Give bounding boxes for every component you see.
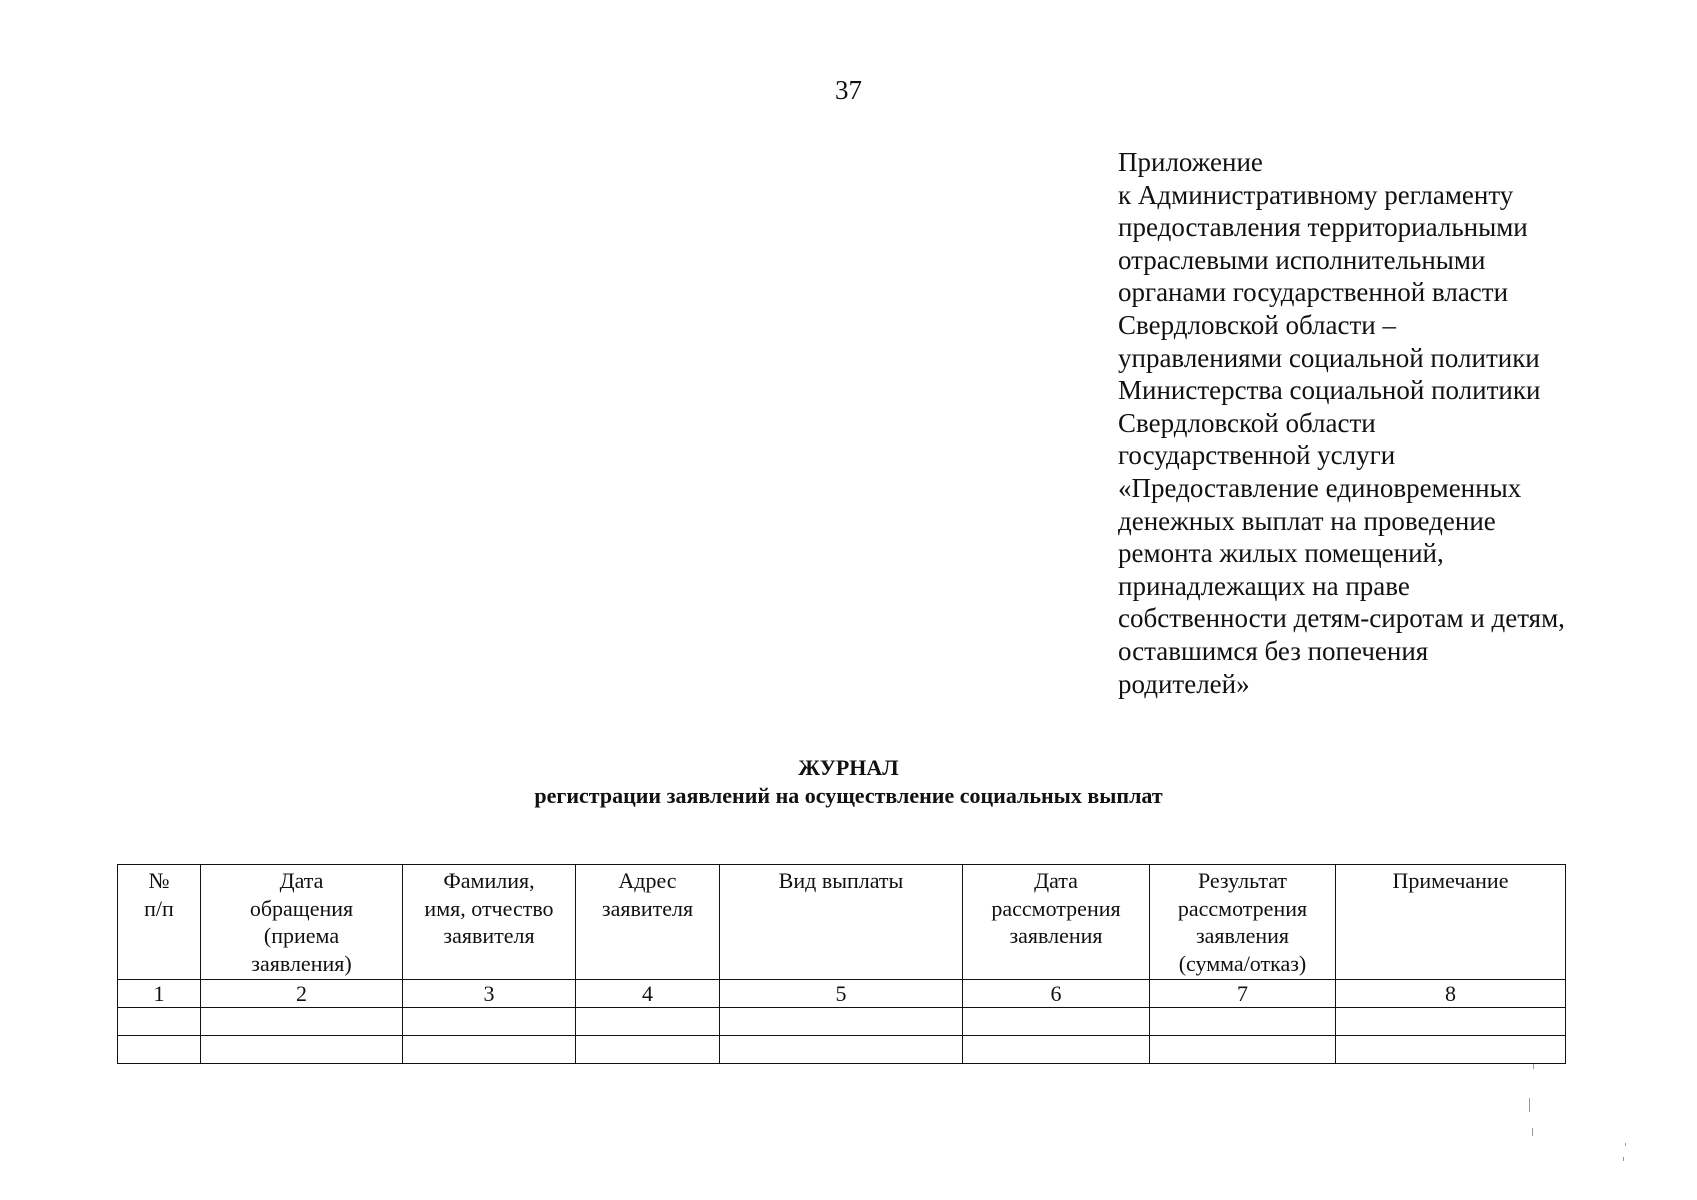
column-number: 6 xyxy=(963,980,1150,1008)
header-line: Дата xyxy=(279,868,324,893)
appendix-line: оставшимся без попечения xyxy=(1118,635,1429,666)
header-line: заявления xyxy=(1009,923,1103,948)
column-header-applicant-address xyxy=(576,865,720,980)
scan-artifact xyxy=(1529,1098,1530,1112)
empty-cell xyxy=(201,1036,403,1064)
page-number: 37 xyxy=(835,75,862,105)
appendix-line: ремонта жилых помещений, xyxy=(1118,538,1444,569)
registration-journal-table xyxy=(117,864,1566,1064)
appendix-line: денежных выплат на проведение xyxy=(1118,505,1496,536)
header-line: Результат xyxy=(1197,868,1288,893)
column-number: 8 xyxy=(1336,980,1566,1008)
appendix-line: органами государственной власти xyxy=(1118,277,1509,308)
appendix-note xyxy=(1118,146,1688,700)
empty-cell xyxy=(963,1036,1150,1064)
column-header-applicant-name xyxy=(403,865,576,980)
empty-cell xyxy=(576,1008,720,1036)
appendix-line: родителей» xyxy=(1118,668,1250,699)
appendix-line: Свердловской области – xyxy=(1118,309,1396,340)
column-header-review-date xyxy=(963,865,1150,980)
column-header-application-date xyxy=(201,865,403,980)
column-number: 2 xyxy=(201,980,403,1008)
appendix-line: «Предоставление единовременных xyxy=(1118,472,1522,503)
journal-title: ЖУРНАЛ xyxy=(798,755,899,780)
table-row xyxy=(118,1036,1566,1064)
header-line: № xyxy=(148,868,170,893)
scan-artifact xyxy=(1625,1143,1626,1146)
empty-cell xyxy=(118,1036,201,1064)
header-line: (приема xyxy=(263,923,340,948)
column-number: 1 xyxy=(118,980,201,1008)
header-line: (сумма/отказ) xyxy=(1178,950,1307,976)
empty-cell xyxy=(576,1036,720,1064)
header-line: Примечание xyxy=(1392,868,1509,893)
empty-cell xyxy=(720,1036,963,1064)
header-line: обращения xyxy=(249,895,354,921)
header-line: Фамилия, xyxy=(443,868,535,893)
appendix-line: собственности детям-сиротам и детям, xyxy=(1118,603,1565,634)
empty-cell xyxy=(1150,1036,1336,1064)
column-header-number xyxy=(118,865,201,980)
header-line: рассмотрения xyxy=(1177,895,1308,921)
empty-cell xyxy=(201,1008,403,1036)
appendix-line: к Административному регламенту xyxy=(1118,179,1514,210)
empty-cell xyxy=(1150,1008,1336,1036)
appendix-line: Министерства социальной политики xyxy=(1118,375,1541,406)
column-number: 4 xyxy=(576,980,720,1008)
empty-cell xyxy=(118,1008,201,1036)
column-header-note xyxy=(1336,865,1566,980)
empty-cell xyxy=(403,1008,576,1036)
header-line: Адрес xyxy=(618,868,677,893)
header-line: заявления) xyxy=(251,950,352,976)
column-number: 7 xyxy=(1150,980,1336,1008)
appendix-line: Свердловской области xyxy=(1118,407,1376,438)
column-header-review-result xyxy=(1150,865,1336,980)
empty-cell xyxy=(403,1036,576,1064)
header-line: Вид выплаты xyxy=(778,868,904,893)
empty-cell xyxy=(1336,1008,1566,1036)
appendix-line: принадлежащих на праве xyxy=(1118,570,1410,601)
header-line: п/п xyxy=(144,895,174,921)
column-number: 5 xyxy=(720,980,963,1008)
header-line: заявления xyxy=(1195,923,1290,948)
appendix-line: государственной услуги xyxy=(1118,440,1396,471)
scan-artifact xyxy=(1533,1064,1534,1069)
appendix-line: отраслевыми исполнительными xyxy=(1118,244,1486,275)
empty-cell xyxy=(963,1008,1150,1036)
column-number-row xyxy=(118,980,1566,1008)
header-line: заявителя xyxy=(443,923,535,948)
appendix-line: управлениями социальной политики xyxy=(1118,342,1540,373)
header-row xyxy=(118,865,1566,980)
table-row xyxy=(118,1008,1566,1036)
journal-subtitle: регистрации заявлений на осуществление социальных выплат xyxy=(534,783,1163,808)
column-header-payment-type xyxy=(720,865,963,980)
scan-artifact xyxy=(1532,1128,1533,1136)
header-line: Дата xyxy=(1034,868,1078,893)
empty-cell xyxy=(720,1008,963,1036)
empty-cell xyxy=(1336,1036,1566,1064)
column-number: 3 xyxy=(403,980,576,1008)
header-line: имя, отчество xyxy=(424,895,554,921)
appendix-line: Приложение xyxy=(1118,147,1263,177)
scan-artifact xyxy=(1623,1157,1624,1161)
appendix-line: предоставления территориальными xyxy=(1118,212,1528,243)
header-line: заявителя xyxy=(601,895,694,921)
header-line: рассмотрения xyxy=(991,895,1121,921)
